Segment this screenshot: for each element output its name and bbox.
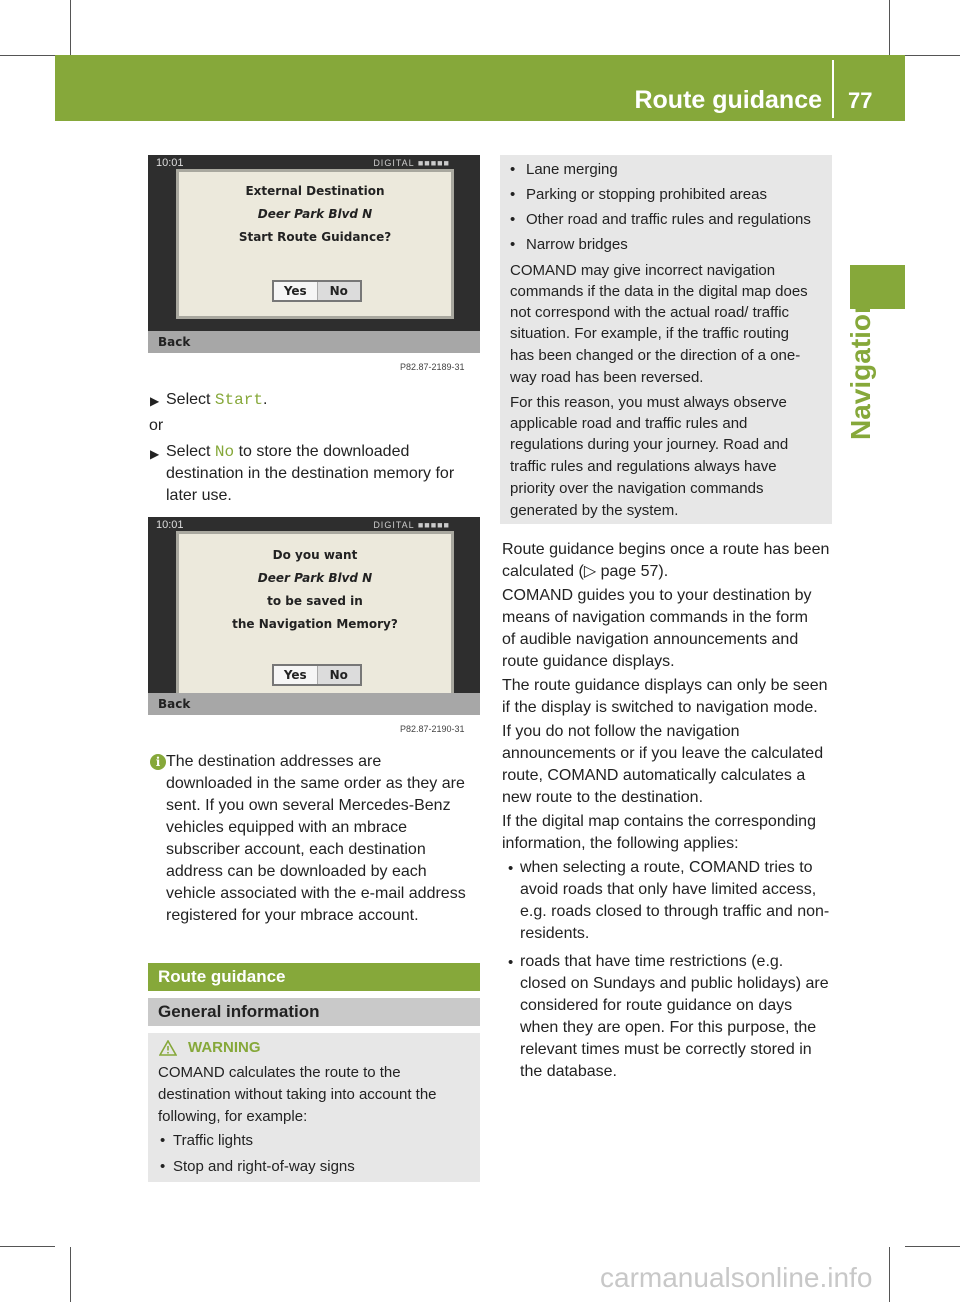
- body-line: calculated (▷ page 57).: [502, 563, 669, 580]
- body-line: If the digital map contains the corresponding: [502, 813, 816, 830]
- back-softkey[interactable]: Back: [148, 693, 480, 715]
- yes-button[interactable]: Yes: [274, 282, 318, 300]
- body-bullet-line: the database.: [520, 1063, 617, 1080]
- warning-bullet: Other road and traffic rules and regulations: [526, 211, 811, 228]
- warning-paragraph-line: regulations during your journey. Road and: [510, 436, 789, 453]
- warning-paragraph-line: priority over the navigation commands: [510, 480, 764, 497]
- warning-paragraph-line: applicable road and traffic rules and: [510, 415, 748, 432]
- body-bullet-line: roads that have time restrictions (e.g.: [520, 953, 784, 970]
- step-text-line: destination in the destination memory for: [166, 465, 455, 482]
- signal-indicator: DIGITAL ■■■■■: [373, 158, 450, 168]
- watermark: carmanualsonline.info: [600, 1262, 873, 1293]
- dialog-line: Deer Park Blvd N: [257, 207, 373, 221]
- warning-bullet: Parking or stopping prohibited areas: [526, 186, 767, 203]
- body-line: route, COMAND automatically calculates a: [502, 767, 806, 784]
- body-line: information, the following applies:: [502, 835, 739, 852]
- dialog-box: [176, 169, 454, 319]
- step-text-line: later use.: [166, 487, 232, 504]
- body-bullet-line: e.g. roads closed to through traffic and non-: [520, 903, 830, 920]
- dialog-line: the Navigation Memory?: [232, 617, 398, 631]
- back-softkey[interactable]: Back: [148, 331, 480, 353]
- warning-bullet: Stop and right-of-way signs: [173, 1158, 355, 1175]
- bullet-icon: •: [508, 954, 514, 971]
- warning-bullet: Narrow bridges: [526, 236, 628, 253]
- status-bar: 10:01: [156, 157, 184, 169]
- body-line: The route guidance displays can only be seen: [502, 677, 828, 694]
- body-bullet-line: when they are open. For this purpose, the: [520, 1019, 817, 1036]
- crop-mark: [889, 1247, 890, 1302]
- page-number: 77: [848, 88, 873, 113]
- signal-indicator: DIGITAL ■■■■■: [373, 520, 450, 530]
- info-line: registered for your mbrace account.: [166, 907, 419, 924]
- warning-paragraph-line: commands if the data in the digital map does: [510, 283, 808, 300]
- dialog-line: Do you want: [272, 548, 358, 562]
- section-title: Route guidance: [148, 963, 480, 991]
- info-line: vehicles equipped with an mbrace: [166, 819, 408, 836]
- warning-paragraph-line: traffic rules and regulations always have: [510, 458, 777, 475]
- warning-paragraph-line: not correspond with the actual road/ traffic: [510, 304, 790, 321]
- section-subtitle: General information: [148, 998, 480, 1026]
- bullet-icon: •: [510, 211, 516, 228]
- info-line: subscriber account, each destination: [166, 841, 426, 858]
- body-line: if the display is switched to navigation mode.: [502, 699, 818, 716]
- info-line: vehicle associated with the e-mail address: [166, 885, 466, 902]
- crop-mark: [905, 1246, 960, 1247]
- warning-paragraph-line: has been changed or the direction of a one-: [510, 347, 801, 364]
- dialog-line: External Destination: [245, 184, 385, 198]
- bullet-icon: •: [510, 161, 516, 178]
- dialog-line: Deer Park Blvd N: [257, 571, 373, 585]
- warning-paragraph-line: way road has been reversed.: [510, 369, 704, 386]
- code-no: No: [214, 443, 235, 461]
- body-line: If you do not follow the navigation: [502, 723, 740, 740]
- header-divider: [832, 60, 834, 118]
- no-button[interactable]: No: [318, 666, 361, 684]
- info-line: sent. If you own several Mercedes-Benz: [166, 797, 451, 814]
- crop-mark: [889, 0, 890, 55]
- info-line: The destination addresses are: [166, 753, 382, 770]
- info-icon: i: [150, 754, 166, 770]
- yes-no-buttons: [272, 280, 362, 302]
- body-bullet-line: when selecting a route, COMAND tries to: [520, 859, 813, 876]
- warning-line: destination without taking into account the: [158, 1086, 437, 1103]
- step-arrow-icon: ▶: [150, 447, 160, 461]
- dialog-line: to be saved in: [267, 594, 363, 608]
- info-line: downloaded in the same order as they are: [166, 775, 465, 792]
- body-line: announcements or if you leave the calculated: [502, 745, 824, 762]
- or-text: or: [149, 417, 164, 434]
- body-line: of audible navigation announcements and: [502, 631, 799, 648]
- screen-image-external-destination: [148, 155, 480, 353]
- step-select-no: Select No to store the downloaded: [166, 443, 410, 461]
- screen-image-navigation-memory: [148, 517, 480, 715]
- bullet-icon: •: [510, 186, 516, 203]
- crop-mark: [905, 55, 960, 56]
- bullet-icon: •: [160, 1158, 166, 1175]
- warning-paragraph-line: For this reason, you must always observe: [510, 394, 787, 411]
- body-bullet-line: residents.: [520, 925, 590, 942]
- body-line: COMAND guides you to your destination by: [502, 587, 812, 604]
- code-start: Start: [214, 391, 263, 409]
- body-line: means of navigation commands in the form: [502, 609, 808, 626]
- warning-triangle-icon: [159, 1040, 177, 1056]
- bullet-icon: •: [508, 860, 514, 877]
- yes-button[interactable]: Yes: [274, 666, 318, 684]
- info-line: address can be downloaded by each: [166, 863, 427, 880]
- yes-no-buttons: [272, 664, 362, 686]
- crop-mark: [70, 1247, 71, 1302]
- crop-mark: [0, 1246, 55, 1247]
- page-title: Route guidance: [634, 86, 822, 114]
- warning-bullet: Lane merging: [526, 161, 618, 178]
- crop-mark: [70, 0, 71, 55]
- status-bar: 10:01: [156, 519, 184, 531]
- warning-paragraph-line: situation. For example, if the traffic routing: [510, 325, 790, 342]
- body-line: new route to the destination.: [502, 789, 704, 806]
- dialog-line: Start Route Guidance?: [238, 230, 392, 244]
- no-button[interactable]: No: [318, 282, 361, 300]
- crop-mark: [0, 55, 55, 56]
- body-bullet-line: relevant times must be correctly stored in: [520, 1041, 812, 1058]
- warning-label: WARNING: [188, 1039, 261, 1056]
- image-reference: P82.87-2190-31: [400, 724, 465, 734]
- warning-line: following, for example:: [158, 1108, 308, 1125]
- dialog-box: [176, 531, 454, 699]
- warning-line: COMAND calculates the route to the: [158, 1064, 401, 1081]
- warning-paragraph-line: generated by the system.: [510, 502, 679, 519]
- image-reference: P82.87-2189-31: [400, 362, 465, 372]
- bullet-icon: •: [510, 236, 516, 253]
- warning-bullet: Traffic lights: [173, 1132, 254, 1149]
- step-arrow-icon: ▶: [150, 394, 160, 408]
- bullet-icon: •: [160, 1132, 166, 1149]
- step-select-start: Select Start.: [166, 391, 268, 409]
- warning-paragraph-line: COMAND may give incorrect navigation: [510, 262, 776, 279]
- body-bullet-line: closed on Sundays and public holidays) are: [520, 975, 829, 992]
- body-bullet-line: avoid roads that only have limited access,: [520, 881, 817, 898]
- chapter-label: Navigation: [845, 296, 876, 440]
- body-line: Route guidance begins once a route has been: [502, 541, 830, 558]
- body-bullet-line: considered for route guidance on days: [520, 997, 793, 1014]
- body-line: route guidance displays.: [502, 653, 675, 670]
